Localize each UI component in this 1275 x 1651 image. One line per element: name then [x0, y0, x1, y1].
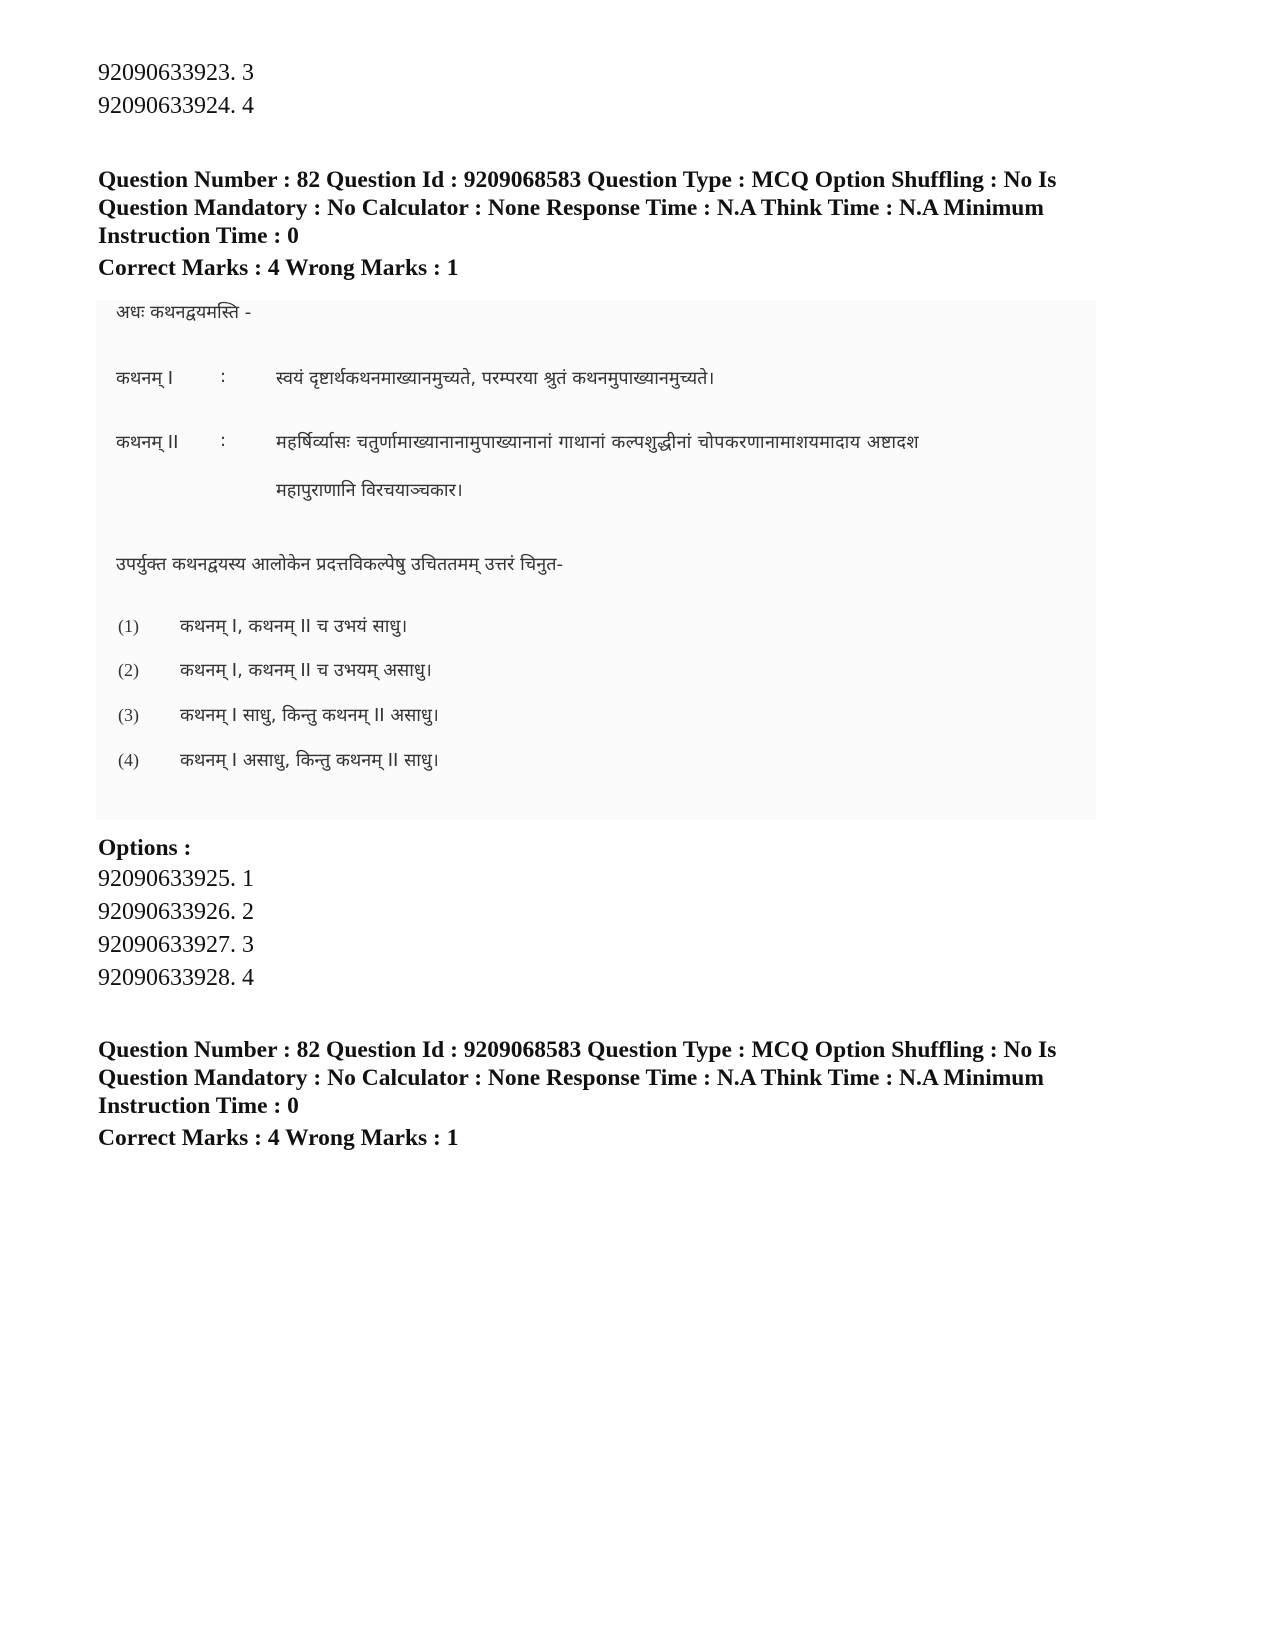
- option-line: 92090633928. 4: [98, 965, 254, 991]
- header-line: Instruction Time : 0: [98, 1093, 299, 1119]
- choice-number: (1): [118, 616, 139, 636]
- choice-text: कथनम् I, कथनम् II च उभयम् असाधु।: [180, 660, 432, 681]
- options-label: Options :: [98, 835, 192, 861]
- question-intro: अधः कथनद्वयमस्ति -: [116, 302, 252, 323]
- colon: :: [220, 430, 227, 451]
- header-line: Question Mandatory : No Calculator : None Response Time : N.A Think Time : N.A Minimum: [98, 195, 1044, 221]
- statement-1-text: स्वयं दृष्टार्थकथनमाख्यानमुच्यते, परम्परया श्रुतं कथनमुपाख्यानमुच्यते।: [276, 368, 715, 389]
- question-image: [96, 300, 1096, 820]
- marks-line: Correct Marks : 4 Wrong Marks : 1: [98, 1125, 459, 1151]
- choice-number: (2): [118, 660, 139, 680]
- colon: :: [220, 366, 227, 387]
- header-line: Question Number : 82 Question Id : 9209068583 Question Type : MCQ Option Shuffling : No Is: [98, 1037, 1057, 1063]
- header-line: Question Mandatory : No Calculator : None Response Time : N.A Think Time : N.A Minimum: [98, 1065, 1044, 1091]
- question-header: [98, 166, 1178, 282]
- header-line: Question Number : 82 Question Id : 9209068583 Question Type : MCQ Option Shuffling : No Is: [98, 167, 1057, 193]
- question-header: [98, 1036, 1178, 1152]
- previous-options: [98, 57, 1178, 123]
- option-line: 92090633927. 3: [98, 932, 254, 958]
- marks-line: Correct Marks : 4 Wrong Marks : 1: [98, 255, 459, 281]
- option-line: 92090633924. 4: [98, 93, 254, 119]
- option-line: 92090633923. 3: [98, 60, 254, 86]
- statement-1-label: कथनम् I: [116, 368, 174, 389]
- statement-2-text-line1: महर्षिर्व्यासः चतुर्णामाख्यानानामुपाख्यानानां गाथानां कल्पशुद्धीनां चोपकरणानामाशयमादाय अष्टादश: [276, 432, 920, 453]
- statement-2-label: कथनम् II: [116, 432, 179, 453]
- header-line: Instruction Time : 0: [98, 223, 299, 249]
- choice-text: कथनम् I, कथनम् II च उभयं साधु।: [180, 616, 408, 637]
- option-line: 92090633925. 1: [98, 866, 254, 892]
- choice-text: कथनम् I साधु, किन्तु कथनम् II असाधु।: [180, 705, 439, 726]
- question-instruction: उपर्युक्त कथनद्वयस्य आलोकेन प्रदत्तविकल्पेषु उचिततमम् उत्तरं चिनुत-: [116, 554, 563, 575]
- statement-2-text-line2: महापुराणानि विरचयाञ्चकार।: [276, 480, 463, 501]
- option-line: 92090633926. 2: [98, 899, 254, 925]
- choice-number: (3): [118, 705, 139, 725]
- choice-text: कथनम् I असाधु, किन्तु कथनम् II साधु।: [180, 750, 439, 771]
- options-section: [98, 833, 1178, 995]
- choice-number: (4): [118, 750, 139, 770]
